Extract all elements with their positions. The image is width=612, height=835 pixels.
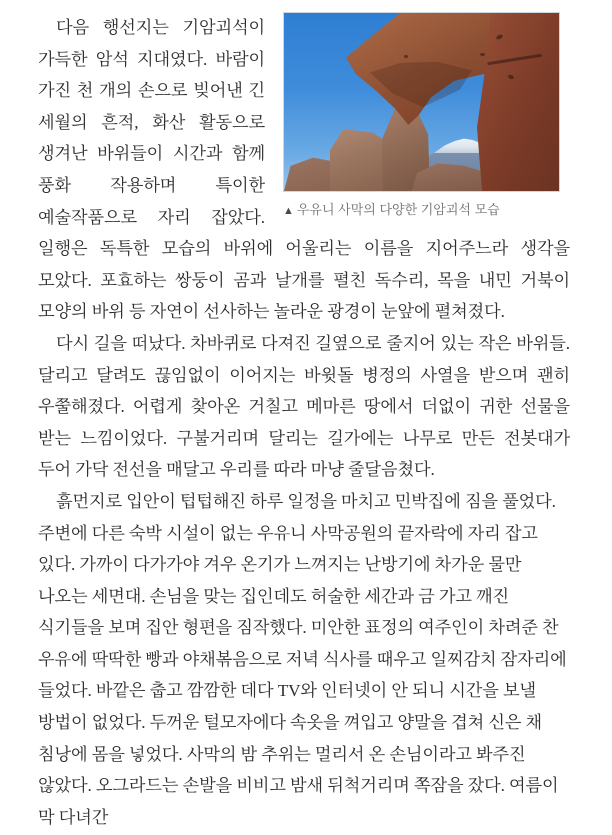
article-figure: [283, 12, 560, 220]
rock-pillar: [477, 12, 560, 192]
uyuni-rock-formation-photo: [283, 12, 560, 192]
figure-caption: [283, 201, 560, 220]
figure-caption-text: 우유니 사막의 다양한 기암괴석 모습: [296, 202, 500, 217]
rock-pit-icon: [404, 55, 408, 58]
triangle-marker-icon: ▲: [283, 205, 294, 217]
paragraph-2: 다시 길을 떠났다. 차바퀴로 다져진 길옆으로 줄지어 있는 작은 바위들. 달리고 달려도 끊임없이 이어지는 바윗돌 병정의 사열을 받으며 괜히 우쭐해졌다. 어렵게 찾아온 거칠고 메마른 땅에서 더없이 귀한 선물을 받는 느낌이었다. 구불거리며 달리는 길가에는 나무로 만든 전봇대가 두어 가닥 전선을 매달고 우리를 따라 마냥 줄달음쳤다.: [38, 333, 570, 480]
paragraph-1: 다음 행선지는 기암괴석이 가득한 암석 지대였다. 바람이 가진 천 개의 손으로 빚어낸 긴 세월의 흔적, 화산 활동으로 생겨난 바위들이 시간과 함께 풍화 작용하며 특이한 예술작품으로 자리 잡았다. 일행은 독특한 모습의 바위에 어울리는 이름을 지어주느라 생각을 모았다. 포효하는 쌍둥이 곰과 날개를 펼친 독수리, 목을 내민 거북이 모양의 바위 등 자연이 선사하는 놀라운 광경이 눈앞에 펼쳐졌다.: [38, 18, 570, 322]
paragraph-3: 흙먼지로 입안이 텁텁해진 하루 일정을 마치고 민박집에 짐을 풀었다. 주변에 다른 숙박 시설이 없는 우유니 사막공원의 끝자락에 자리 잡고 있다. 가까이 다가가야 겨우 온기가 느껴지는 난방기에 차가운 물만 나오는 세면대. 손님을 맞는 집인데도 허술한 세간과 금 가고 깨진 식기들을 보며 집안 형편을 짐작했다. 미안한 표정의 여주인이 차려준 찬 우유에 딱딱한 빵과 야채볶음으로 저녁 식사를 때우고 일찌감치 잠자리에 들었다. 바깥은 춥고 깜깜한 데다 TV와 인터넷이 안 되니 시간을 보낼 방법이 없었다. 두꺼운 털모자에다 속옷을 껴입고 양말을 겹쳐 신은 채 침낭에 몸을 넣었다. 사막의 밤 추위는 멀리서 온 손님이라고 봐주진 않았다. 오그라드는 손발을 비비고 밤새 뒤척거리며 쪽잠을 잤다. 여름이 막 다녀간: [38, 491, 567, 827]
rock-pit-icon: [480, 53, 485, 56]
